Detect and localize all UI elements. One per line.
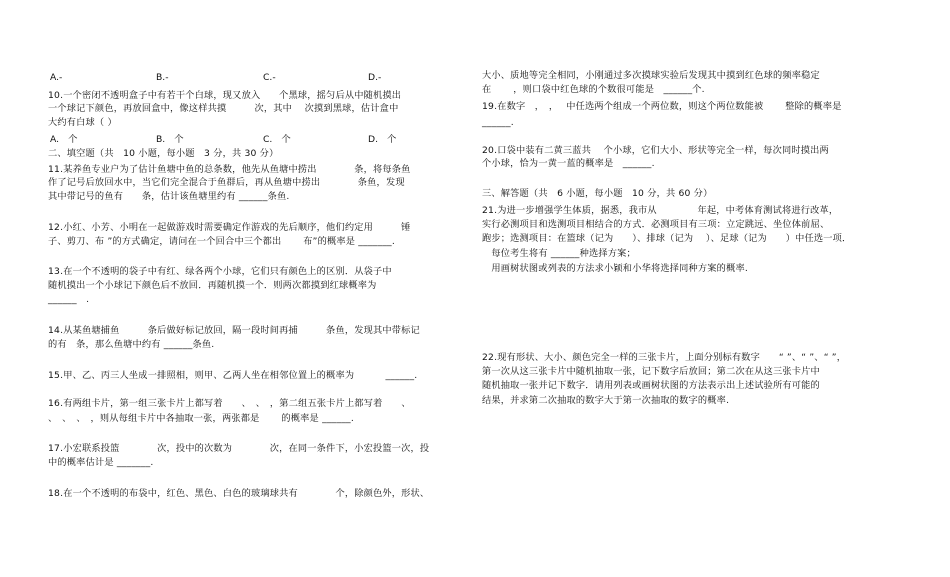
question-22-line-2: 第一次从这三张卡片中随机抽取一张，记下数字后放回；第二次在从这三张卡片中: [482, 366, 820, 377]
question-13-line-3: ______ .: [48, 294, 90, 305]
question-21-part-1: 每位考生将有 ______种选择方案；: [482, 248, 636, 259]
question-19-line-1: 19.在数字 ， ， 中任选两个组成一个两位数，则这个两位数能被 整除的概率是: [482, 101, 842, 112]
question-18-line-2: 大小、质地等完全相同，小刚通过多次摸球实验后发现其中摸到红色球的频率稳定: [482, 70, 820, 81]
option-d: D. 个: [368, 134, 397, 145]
question-11-line-1: 11.某养鱼专业户为了估计鱼塘中鱼的总条数，他先从鱼塘中捞出 条，将每条鱼: [48, 164, 411, 175]
question-11-line-2: 作了记号后放回水中，当它们完全混合于鱼群后，再从鱼塘中捞出 条鱼，发现: [48, 177, 405, 188]
question-18-line-1: 18.在一个不透明的布袋中，红色、黑色、白色的玻璃球共有 个，除颜色外，形状、: [48, 488, 430, 499]
question-16-line-1: 16.有两组卡片，第一组三张卡片上都写着 、 、 ，第二组五张卡片上都写着 、: [48, 398, 411, 409]
question-12-line-1: 12.小红、小芳、小明在一起做游戏时需要确定作游戏的先后顺序，他们约定用 锤: [48, 222, 411, 233]
question-22-line-3: 随机抽取一张并记下数字．请用列表或画树状图的方法表示出上述试验所有可能的: [482, 380, 820, 391]
question-14-line-1: 14.从某鱼塘捕鱼 条后做好标记放回，隔一段时间再捕 条鱼，发现其中带标记: [48, 325, 420, 336]
question-14-line-2: 的有 条，那么鱼塘中约有 ______条鱼.: [48, 339, 215, 350]
question-12-line-2: 子、剪刀、布 ”的方式确定，请问在一个回合中三个都出 布”的概率是 _______.: [48, 236, 395, 247]
question-20-line-1: 20.口袋中装有二黄三蓝共 个小球，它们大小、形状等完全一样，每次同时摸出两: [482, 145, 829, 156]
question-15: 15.甲、乙、丙三人坐成一排照相，则甲、乙两人坐在相邻位置上的概率为 ______.: [48, 370, 418, 381]
right-column: [482, 0, 912, 577]
question-21-part-2: 用画树状图或列表的方法求小颖和小华将选择同种方案的概率.: [482, 263, 748, 274]
question-21-line-3: 跑步；选测项目：在篮球（记为 ）、排球（记为 ）、足球（记为 ）中任选一项．: [482, 233, 852, 244]
question-22-line-4: 结果，并求第二次抽取的数字大于第一次抽取的数字的概率.: [482, 395, 730, 406]
question-21-line-2: 实行必测项目和选测项目相结合的方式．必测项目有三项：立定跳远、坐位体前屈、: [482, 219, 830, 230]
left-column: [48, 0, 478, 577]
question-13-line-1: 13.在一个不透明的袋子中有红、绿各两个小球，它们只有颜色上的区别．从袋子中: [48, 266, 392, 277]
question-10-line-3: 大约有白球（ ）: [48, 117, 117, 128]
option-b: B. 个: [156, 134, 184, 145]
option-c: C. 个: [263, 134, 291, 145]
question-19-line-2: ______.: [482, 117, 514, 128]
question-10-line-2: 一个球记下颜色，再放回盒中，像这样共摸 次，其中 次摸到黑球，估计盒中: [48, 103, 399, 114]
question-17-line-2: 中的概率估计是 _______.: [48, 457, 154, 468]
question-22-line-1: 22.现有形状、大小、颜色完全一样的三张卡片，上面分别标有数字 “ ”、“ ”、“ ”，: [482, 352, 847, 363]
question-10-line-1: 10.一个密闭不透明盒子中有若干个白球，现又放入 个黑球，摇匀后从中随机摸出: [48, 90, 402, 101]
question-21-line-1: 21.为进一步增强学生体质，据悉，我市从 年起，中考体育测试将进行改革，: [482, 205, 839, 216]
option-a: A. 个: [50, 134, 78, 145]
option-b: B.-: [156, 72, 169, 83]
option-a: A.-: [50, 72, 63, 83]
question-18-line-3: 在 ，则口袋中红色球的个数很可能是 ______个.: [482, 84, 705, 95]
section-heading-fill-in: 二、填空题（共 10 小题，每小题 3 分，共 30 分）: [48, 148, 279, 159]
question-13-line-2: 随机摸出一个小球记下颜色后不放回．再随机摸一个．则两次都摸到红球概率为: [48, 280, 377, 291]
section-heading-answer: 三、解答题（共 6 小题，每小题 10 分，共 60 分）: [482, 188, 713, 199]
option-c: C.-: [263, 72, 276, 83]
option-d: D.-: [368, 72, 382, 83]
question-20-line-2: 个小球，恰为一黄一蓝的概率是 ______.: [482, 158, 655, 169]
question-16-line-2: 、 、 、 ，则从每组卡片中各抽取一张，两张都是 的概率是 ______.: [48, 413, 354, 424]
question-11-line-3: 其中带记号的鱼有 条，估计该鱼塘里约有 ______条鱼.: [48, 191, 290, 202]
question-17-line-1: 17.小宏联系投篮 次，投中的次数为 次，在同一条件下，小宏投篮一次，投: [48, 443, 430, 454]
